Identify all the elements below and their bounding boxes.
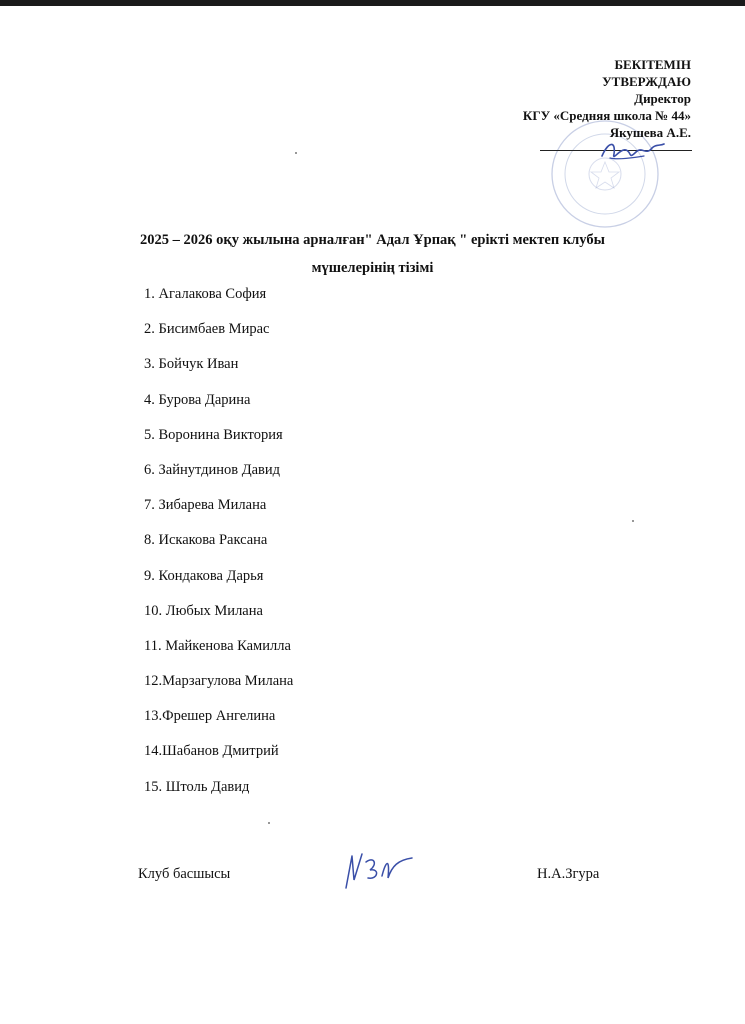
approval-block — [523, 56, 691, 141]
member-item: 1. Агалакова София — [144, 286, 267, 302]
approval-approve-kz: БЕКІТЕМІН — [614, 57, 691, 72]
document-title — [0, 226, 745, 282]
approval-director-name: Якушева А.Е. — [609, 125, 691, 140]
approval-organization: КГУ «Средняя школа № 44» — [522, 108, 691, 123]
member-item: 10. Любых Милана — [144, 602, 263, 619]
club-head-label: Клуб басшысы — [138, 866, 231, 882]
scan-speck — [268, 822, 270, 824]
club-head-signature — [336, 850, 416, 894]
approval-position: Директор — [634, 91, 691, 106]
scan-speck — [632, 520, 634, 522]
member-item: 13.Фрешер Ангелина — [144, 708, 276, 725]
member-item: 15. Штоль Давид — [144, 778, 250, 795]
member-item: 14.Шабанов Дмитрий — [144, 743, 279, 760]
member-item: 8. Искакова Раксана — [144, 532, 268, 549]
club-head-name: Н.А.Згура — [537, 866, 600, 882]
member-item: 9. Кондакова Дарья — [144, 567, 264, 584]
approval-approve-ru: УТВЕРЖДАЮ — [602, 74, 691, 89]
member-item: 7. Зибарева Милана — [144, 497, 267, 514]
member-item: 2. Бисимбаев Мирас — [144, 321, 270, 338]
member-item: 3. Бойчук Иван — [144, 356, 239, 373]
member-item: 11. Майкенова Камилла — [144, 637, 291, 654]
director-signature — [598, 136, 666, 166]
member-item: 12.Марзагулова Милана — [144, 673, 294, 690]
scan-speck — [295, 152, 297, 154]
member-item: 4. Бурова Дарина — [144, 391, 251, 408]
title-line-2: мүшелерінің тізімі — [311, 260, 434, 276]
member-list — [144, 284, 293, 812]
title-line-1: 2025 – 2026 оқу жылына арналған" Адал Ұрпақ " ерікті мектеп клубы — [140, 232, 605, 248]
member-item: 6. Зайнутдинов Давид — [144, 461, 281, 478]
scan-top-edge — [0, 0, 745, 6]
member-item: 5. Воронина Виктория — [144, 426, 283, 443]
